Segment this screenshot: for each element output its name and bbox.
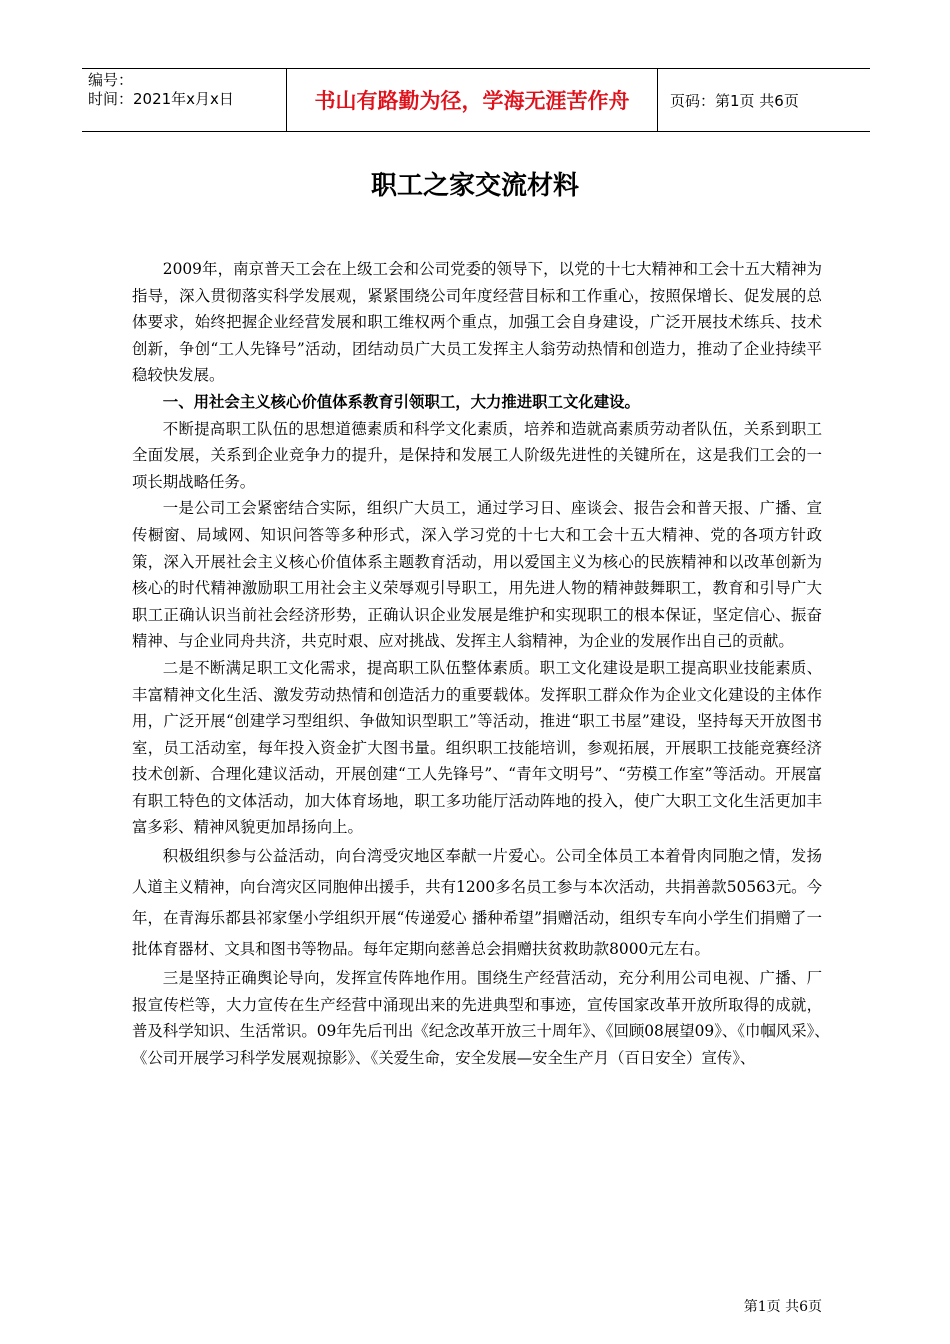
paragraph: 不断提高职工队伍的思想道德素质和科学文化素质，培养和造就高素质劳动者队伍，关系到职工全面发展，关系到企业竞争力的提升，是保持和发展工人阶级先进性的关键所在，这是我们工会的一项长期战略任务。 xyxy=(132,419,822,491)
document-date-label: 时间：2021年x月x日 xyxy=(88,90,234,108)
header-page-number: 页码：第1页 共6页 xyxy=(670,91,799,110)
paragraph: 积极组织参与公益活动，向台湾受灾地区奉献一片爱心。公司全体员工本着骨肉同胞之情，发扬人道主义精神，向台湾灾区同胞伸出援手，共有1200多名员工参与本次活动，共捐善款50563元。今年，在青海乐都县祁家堡小学组织开展“传递爱心 播种希望”捐赠活动，组织专车向小学生们捐赠了一批体育器材、文具和图书等物品。每年定期向慈善总会捐赠扶贫救助款8000元左右。 xyxy=(132,847,822,959)
paragraph: 三是坚持正确舆论导向，发挥宣传阵地作用。围绕生产经营活动，充分利用公司电视、广播、厂报宣传栏等，大力宣传在生产经营中涌现出来的先进典型和事迹，宣传国家改革开放所取得的成就，普及科学知识、生活常识。09年先后刊出《纪念改革开放三十周年》、《回顾08展望09》、《巾帼风采》、 《公司开展学习科学发展观掠影》、《关爱生命，安全发展—安全生产月（百日安全）宣传》、 xyxy=(132,969,838,1067)
paragraph: 一是公司工会紧密结合实际，组织广大员工，通过学习日、座谈会、报告会和普天报、广播、宣传橱窗、局域网、知识问答等多种形式，深入学习党的十七大和工会十五大精神、党的各项方针政策，深入开展社会主义核心价值体系主题教育活动，用以爱国主义为核心的民族精神和以改革创新为核心的时代精神激励职工用社会主义荣辱观引导职工，用先进人物的精神鼓舞职工，教育和引导广大职工正确认识当前社会经济形势，正确认识企业发展是维护和实现职工的根本保证，坚定信心、振奋精神、与企业同舟共济，共克时艰、应对挑战、发挥主人翁精神，为企业的发展作出自己的贡献。 xyxy=(132,499,822,651)
document-body xyxy=(132,256,838,1071)
header-meta xyxy=(82,69,287,131)
page-header xyxy=(82,68,870,132)
document-number-label: 编号： xyxy=(88,71,134,89)
header-motto: 书山有路勤为径，学海无涯苦作舟 xyxy=(287,69,658,131)
document-title: 职工之家交流材料 xyxy=(370,171,579,201)
paragraph-intro: 2009年，南京普天工会在上级工会和公司党委的领导下，以党的十七大精神和工会十五大精神为指导，深入贯彻落实科学发展观，紧紧围绕公司年度经营目标和工作重心，按照保增长、促发展的总体要求，始终把握企业经营发展和职工维权两个重点，加强工会自身建设，广泛开展技术练兵、技术创新，争创“工人先锋号”活动，团结动员广大员工发挥主人翁劳动热情和创造力，推动了企业持续平稳较快发展。 xyxy=(132,260,822,385)
section-heading-1: 一、用社会主义核心价值体系教育引领职工，大力推进职工文化建设。 xyxy=(162,392,640,411)
page-footer: 第1页 共6页 xyxy=(743,1299,822,1315)
paragraph: 二是不断满足职工文化需求，提高职工队伍整体素质。职工文化建设是职工提高职业技能素质、丰富精神文化生活、激发劳动热情和创造活力的重要载体。发挥职工群众作为企业文化建设的主体作用，广泛开展“创建学习型组织、争做知识型职工”等活动，推进“职工书屋”建设，坚持每天开放图书室，员工活动室，每年投入资金扩大图书量。组织职工技能培训，参观拓展，开展职工技能竞赛经济技术创新、合理化建议活动，开展创建“工人先锋号”、“青年文明号”、“劳模工作室”等活动。开展富有职工特色的文体活动，加大体育场地，职工多功能厅活动阵地的投入，使广大职工文化生活更加丰富多彩、精神风貌更加昂扬向上。 xyxy=(132,658,822,837)
